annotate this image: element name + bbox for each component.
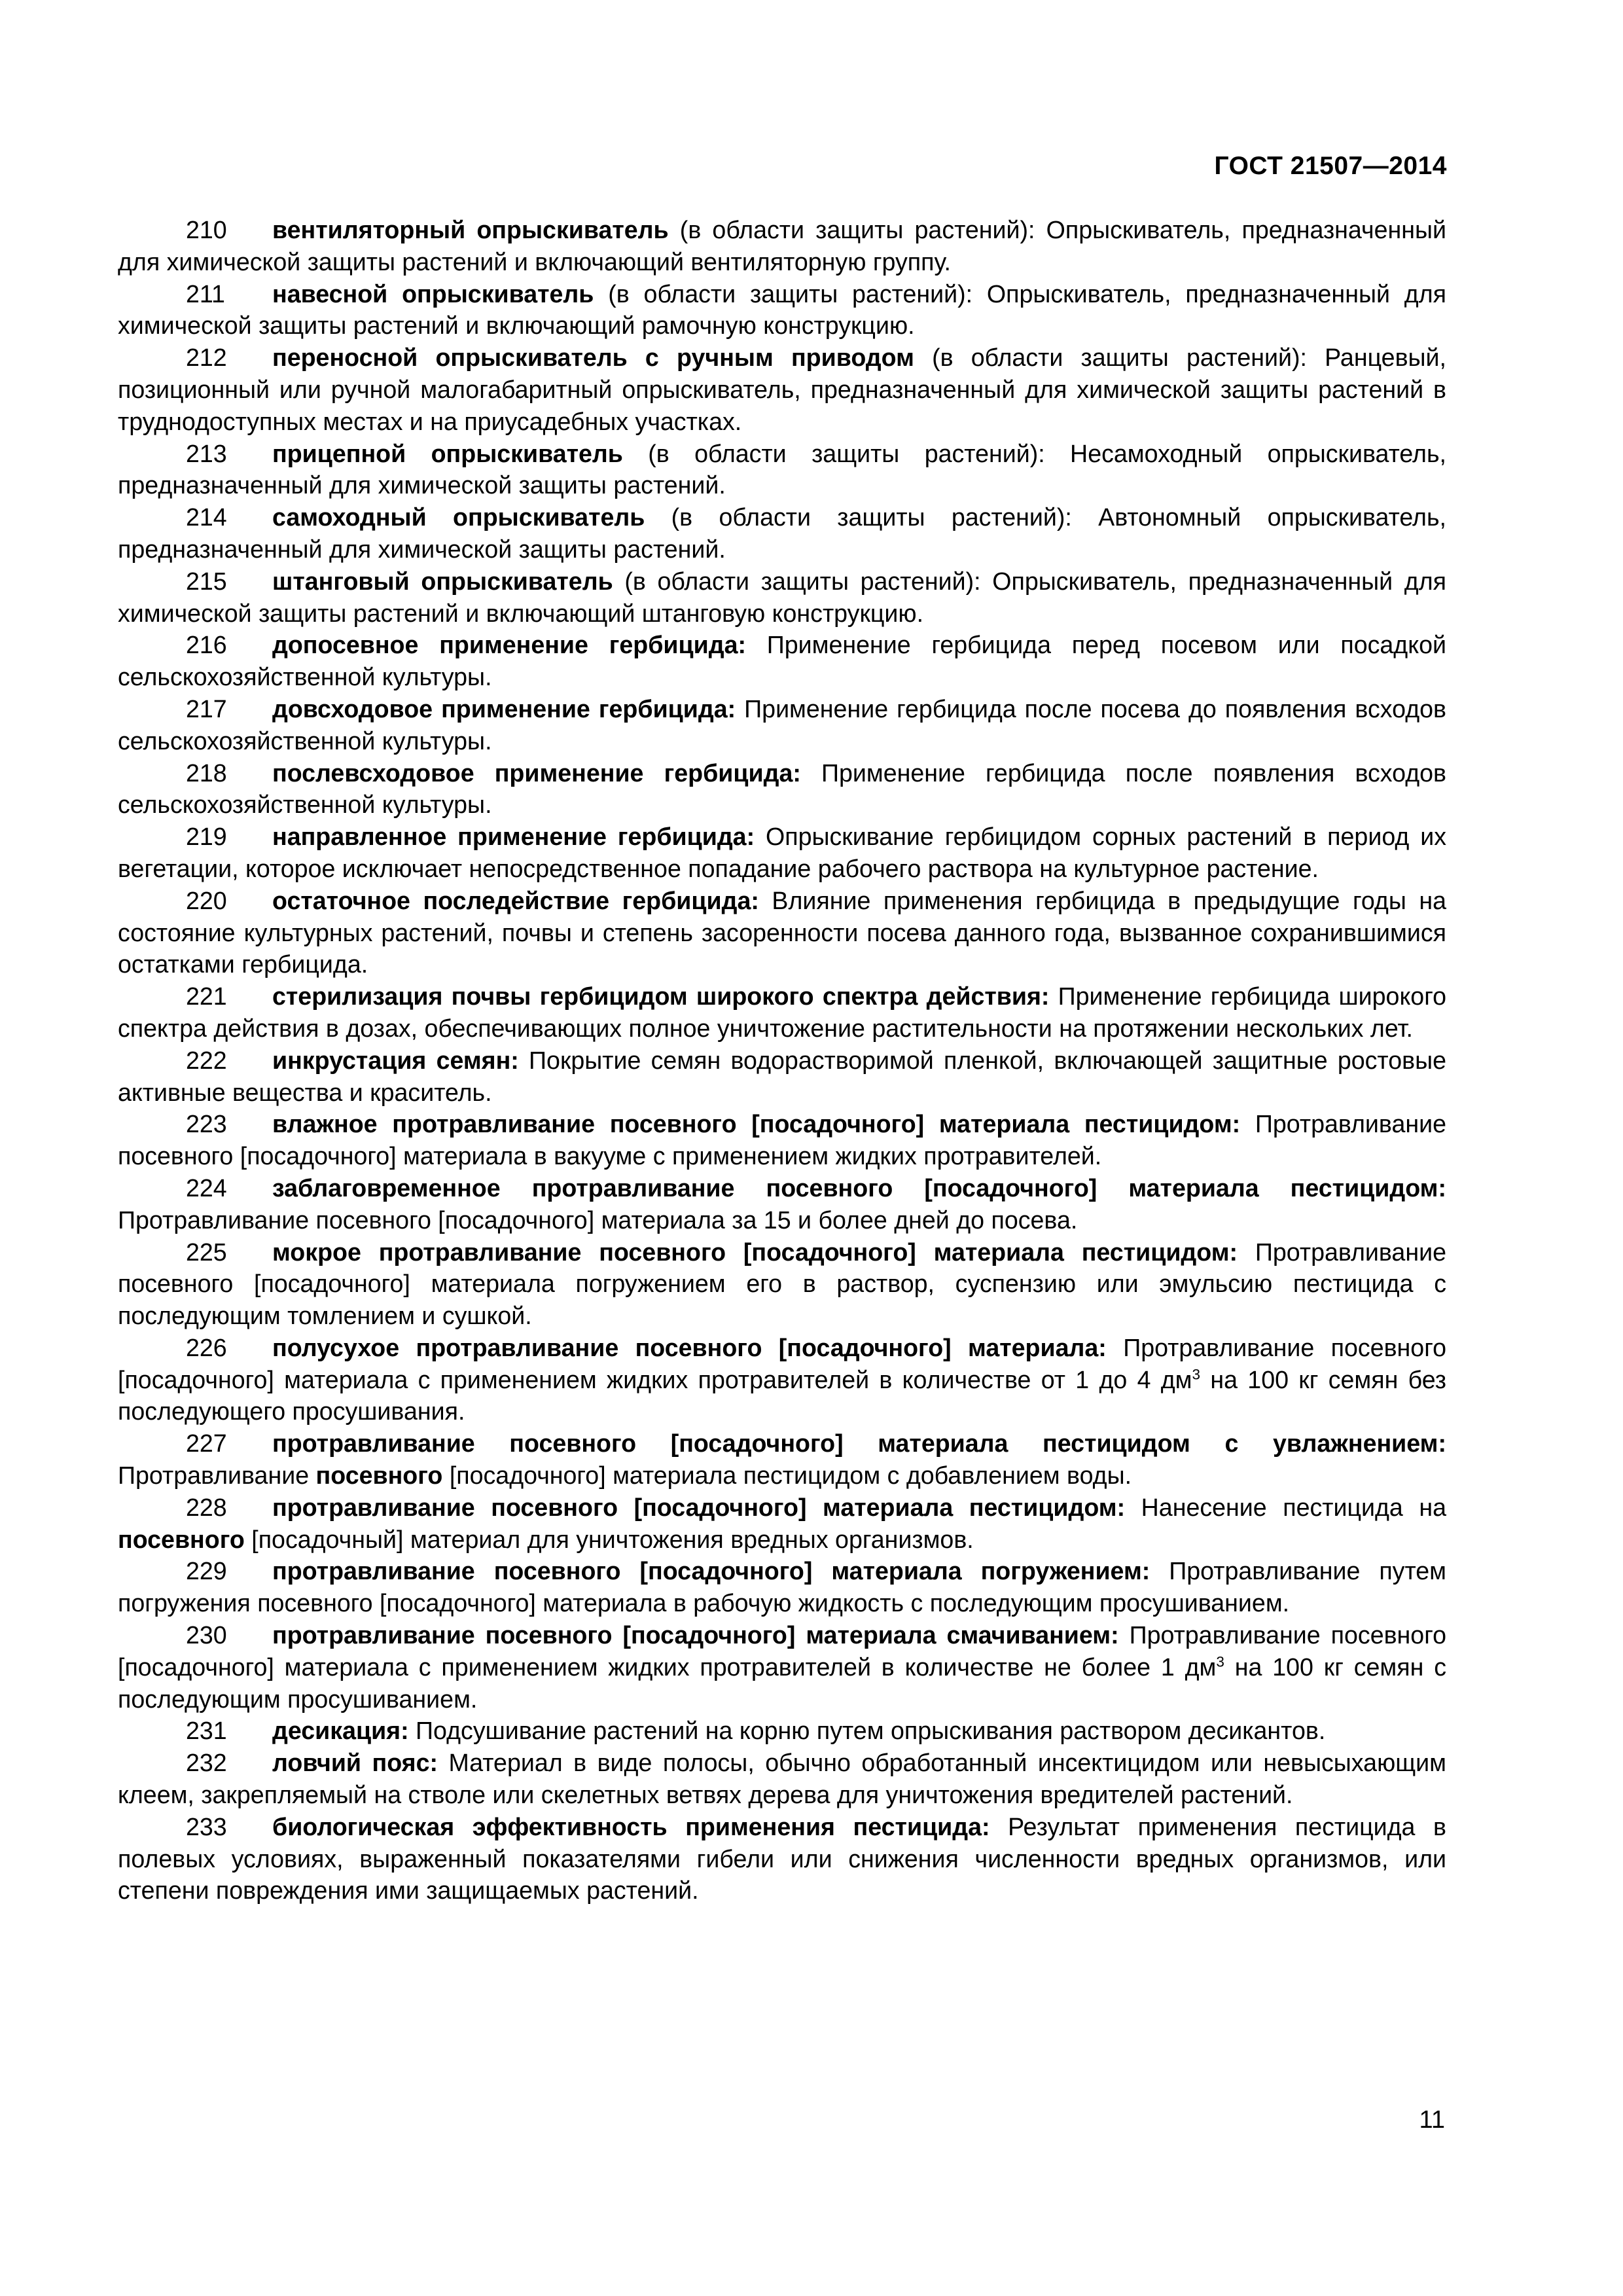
entry-number: 224 [186,1174,227,1202]
entry-number: 210 [186,216,227,243]
term-entry [118,438,1446,502]
entry-term: прицепной опрыскиватель [272,439,623,467]
entry-definition: Протравливание путем погружения посевного [посадочного] материала в рабочую жидкость с последующим просушиванием. [118,1557,1446,1617]
entry-term: протравливание посевного [посадочного] материала пестицидом с увлажнением: [272,1429,1446,1458]
entry-definition: (в области защиты растений): Ранцевый, позиционный или ручной малогабаритный опрыскиватель, предназначенный для химической защиты растений в труднодоступных местах и на приусадебных участках. [118,344,1446,435]
entry-definition: (в области защиты растений): Опрыскиватель, предназначенный для химической защиты растений и включающий рамочную конструкцию. [118,279,1446,340]
entry-term: стерилизация почвы гербицидом широкого спектра действия: [272,982,1050,1011]
term-entry [118,1555,1446,1619]
entry-definition: Влияние применения гербицида в предыдущие годы на состояние культурных растений, почвы и степень засоренности посева данного года, вызванное сохранившимися остатками гербицида. [118,886,1446,978]
entry-term: протравливание посевного [посадочного] материала пестицидом: [272,1493,1126,1521]
superscript: 3 [1216,1653,1224,1670]
entry-definition: Протравливание посевного [посадочного] материала погружением его в раствор, суспензию или эмульсию пестицида с последующим томлением и сушкой. [118,1238,1446,1330]
entry-definition: Применение гербицида после посева до появления всходов сельскохозяйственной культуры. [118,694,1446,755]
entry-term: довсходовое применение гербицида: [272,694,736,723]
entry-term: мокрое протравливание посевного [посадочного] материала пестицидом: [272,1238,1238,1266]
term-entry [118,757,1446,821]
entry-number: 217 [186,694,227,723]
entry-definition: Протравливание посевного [посадочного] материала в вакууме с применением жидких протравителей. [118,1110,1446,1170]
entry-number: 223 [186,1110,227,1138]
term-entry [118,342,1446,437]
terms-list [118,214,1446,1907]
entry-definition: Подсушивание растений на корню путем опрыскивания раствором десикантов. [408,1717,1326,1745]
entry-number: 225 [186,1238,227,1266]
term-entry [118,1811,1446,1907]
entry-definition: Протравливание посевного [посадочного] материала с применением жидких протравителей в количестве не более 1 дм [118,1621,1446,1681]
term-entry [118,1492,1446,1556]
entry-number: 213 [186,439,227,467]
entry-term: переносной опрыскиватель с ручным приводом [272,344,914,372]
entry-term: остаточное последействие гербицида: [272,886,759,914]
page-number: 11 [1419,2106,1445,2134]
entry-number: 221 [186,982,227,1011]
entry-number: 229 [186,1557,227,1585]
entry-number: 227 [186,1429,227,1458]
term-entry [118,565,1446,630]
term-entry [118,1715,1446,1747]
entry-term: вентиляторный опрыскиватель [272,216,669,243]
entry-term: протравливание посевного [посадочного] материала смачиванием: [272,1621,1119,1649]
entry-number: 233 [186,1812,227,1840]
entry-term: десикация: [272,1717,409,1745]
entry-number: 219 [186,823,227,851]
entry-term: биологическая эффективность применения пестицида: [272,1812,990,1840]
entry-term: ловчий пояс: [272,1749,438,1777]
term-entry [118,214,1446,278]
entry-term: навесной опрыскиватель [272,279,594,308]
entry-definition: (в области защиты растений): Опрыскиватель, предназначенный для химической защиты растений и включающий штанговую конструкцию. [118,567,1447,627]
entry-definition-cont: [посадочный] материал для уничтожения вредных организмов. [244,1525,974,1553]
term-entry [118,821,1446,885]
term-entry [118,885,1446,980]
entry-definition: Материал в виде полосы, обычно обработанный инсектицидом или невысыхающим клеем, закрепляемый на стволе или скелетных ветвях дерева для уничтожения вредителей растений. [118,1749,1446,1809]
entry-definition-cont: на 100 кг семян без последующего просушивания. [118,1365,1447,1426]
term-entry [118,629,1446,693]
entry-definition: Покрытие семян водорастворимой пленкой, включающей защитные ростовые активные вещества и краситель. [118,1046,1446,1106]
term-entry [118,693,1446,757]
entry-number: 215 [186,567,227,595]
entry-definition: (в области защиты растений): Опрыскиватель, предназначенный для химической защиты растений и включающий вентиляторную группу. [118,216,1446,276]
term-entry [118,501,1446,565]
entry-definition: Результат применения пестицида в полевых условиях, выраженный показателями гибели или снижения численности вредных организмов, или степени повреждения ими защищаемых растений. [118,1812,1446,1905]
entry-term: штанговый опрыскиватель [272,567,613,595]
entry-number: 220 [186,886,227,914]
term-entry [118,1045,1446,1109]
entry-definition: (в области защиты растений): Несамоходный опрыскиватель, предназначенный для химической защиты растений. [118,439,1446,499]
entry-definition: Опрыскивание гербицидом сорных растений в период их вегетации, которое исключает непосредственное попадание рабочего раствора на культурное растение. [118,823,1446,882]
entry-number: 222 [186,1046,227,1074]
entry-definition: Протравливание посевного [посадочного] материала с применением жидких протравителей в количестве от 1 до 4 дм [118,1333,1446,1393]
term-entry [118,980,1446,1045]
entry-number: 214 [186,503,227,531]
term-entry [118,1172,1446,1236]
entry-number: 216 [186,631,227,659]
document-header: ГОСТ 21507—2014 [1214,152,1447,180]
entry-definition-cont: [посадочного] материала пестицидом с добавлением воды. [442,1462,1132,1490]
entry-definition: Протравливание посевного [посадочного] материала за 15 и более дней до посева. [118,1206,1078,1234]
entry-bold-word: посевного [118,1525,245,1553]
term-entry [118,278,1446,342]
entry-term: направленное применение гербицида: [272,823,755,851]
entry-term: заблаговременное протравливание посевного [посадочного] материала пестицидом: [272,1174,1446,1202]
entry-definition: Применение гербицида широкого спектра действия в дозах, обеспечивающих полное уничтожение растительности на протяжении нескольких лет. [118,982,1446,1042]
term-entry [118,1236,1446,1332]
entry-definition: Применение гербицида после появления всходов сельскохозяйственной культуры. [118,759,1447,819]
superscript: 3 [1192,1366,1201,1383]
entry-number: 211 [186,279,225,308]
entry-number: 212 [186,344,227,372]
entry-bold-word: посевного [315,1462,443,1490]
entry-number: 232 [186,1749,227,1777]
entry-number: 228 [186,1493,227,1521]
term-entry [118,1108,1446,1172]
entry-number: 218 [186,759,227,787]
entry-definition-cont: на 100 кг семян с последующим просушиванием. [118,1653,1446,1713]
term-entry [118,1619,1446,1715]
term-entry [118,1747,1446,1811]
entry-term: послевсходовое применение гербицида: [272,759,801,787]
entry-definition: Нанесение пестицида на [1125,1493,1446,1521]
entry-term: протравливание посевного [посадочного] материала погружением: [272,1557,1150,1585]
entry-number: 230 [186,1621,227,1649]
term-entry [118,1427,1446,1492]
term-entry [118,1332,1446,1427]
entry-definition: (в области защиты растений): Автономный опрыскиватель, предназначенный для химической защиты растений. [118,503,1446,563]
entry-term: самоходный опрыскиватель [272,503,645,531]
entry-number: 226 [186,1333,227,1361]
entry-definition: Протравливание [118,1462,316,1490]
entry-number: 231 [186,1717,227,1745]
entry-term: полусухое протравливание посевного [посадочного] материала: [272,1333,1107,1361]
entry-term: допосевное применение гербицида: [272,631,746,659]
entry-term: влажное протравливание посевного [посадочного] материала пестицидом: [272,1110,1241,1138]
entry-definition: Применение гербицида перед посевом или посадкой сельскохозяйственной культуры. [118,631,1446,691]
entry-term: инкрустация семян: [272,1046,519,1074]
